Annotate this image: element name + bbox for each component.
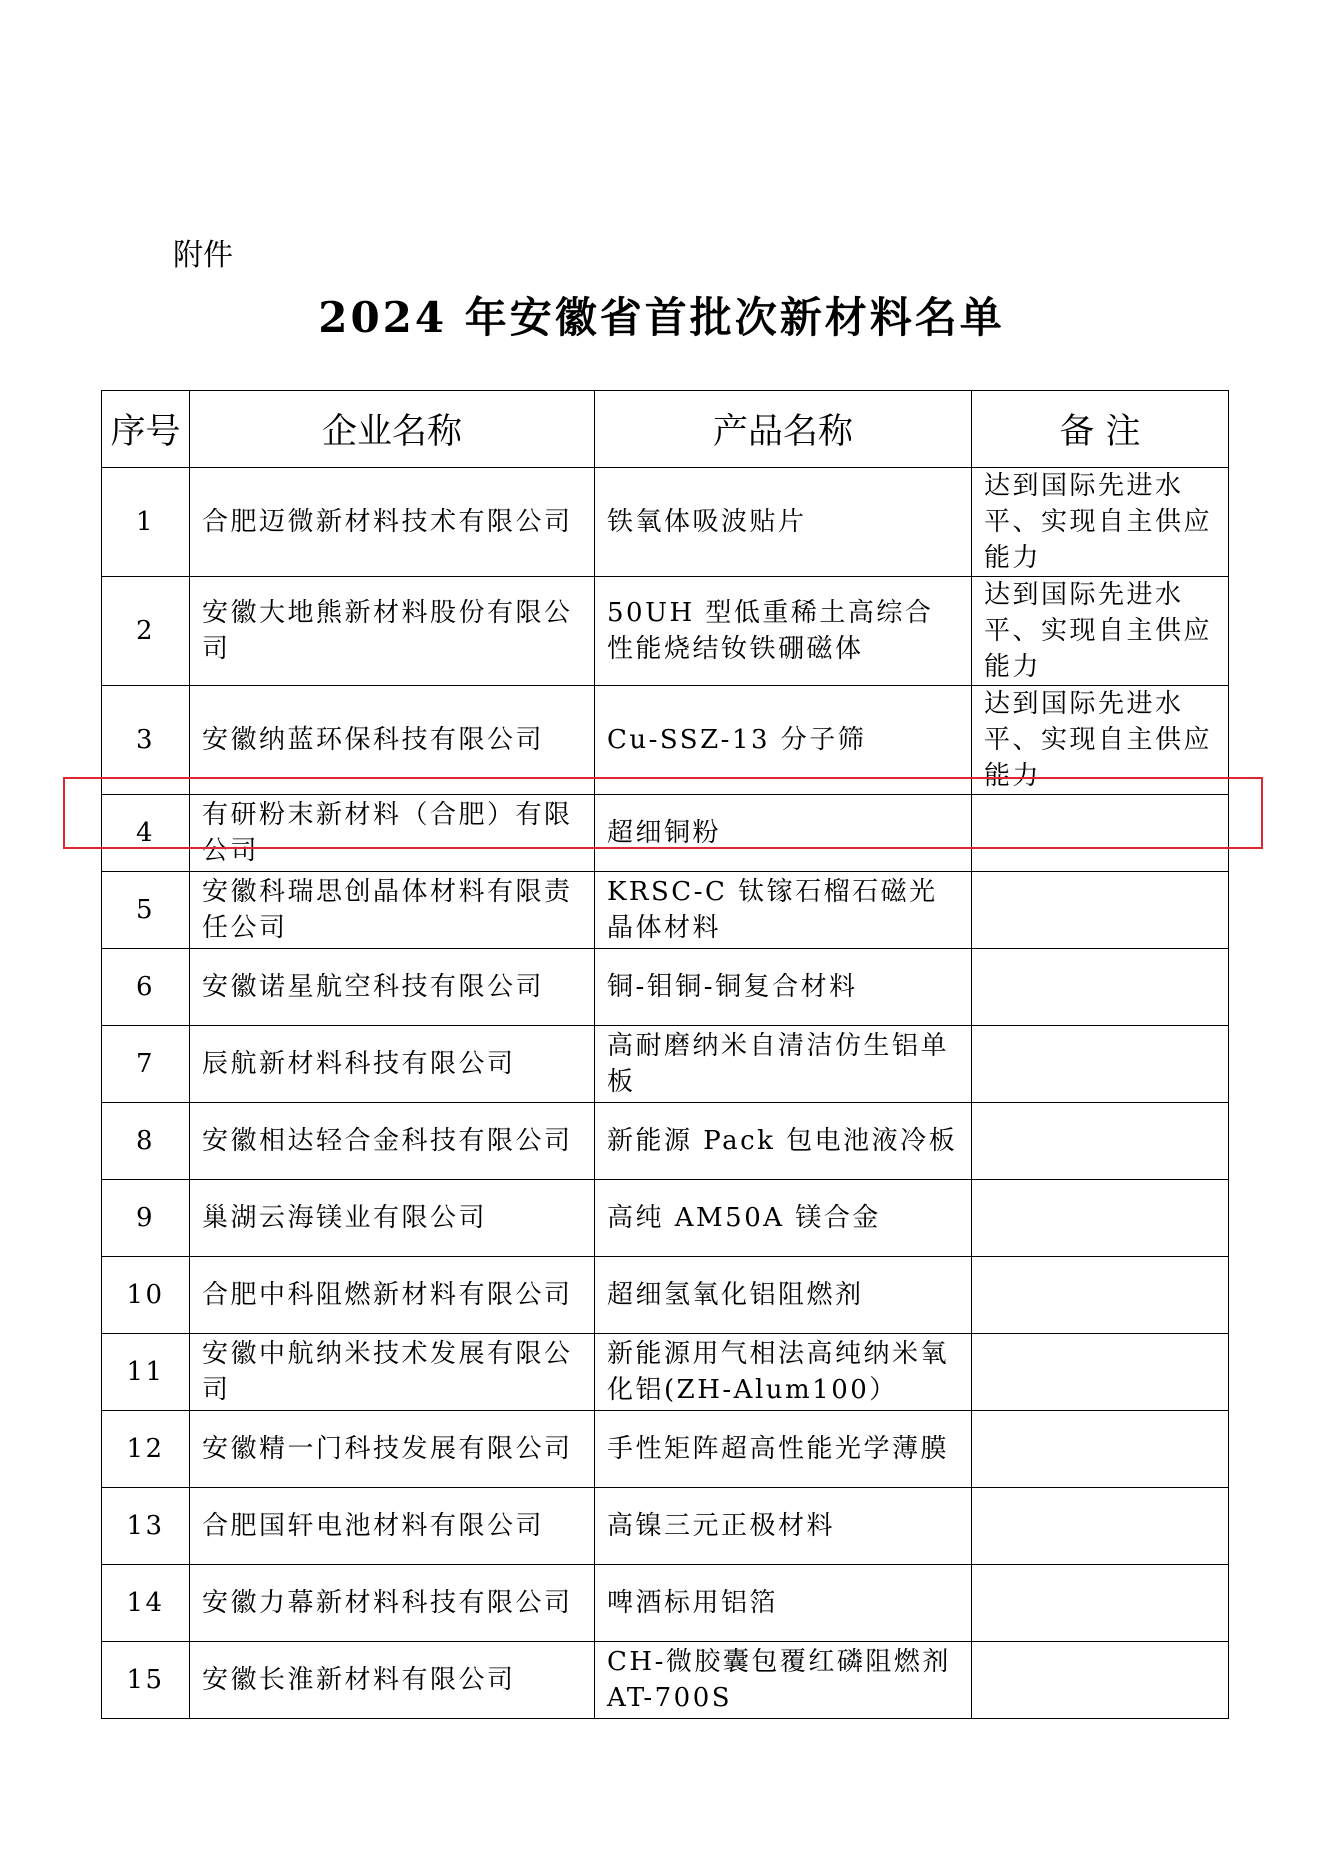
table-row (102, 1103, 1229, 1180)
cell-company: 合肥迈微新材料技术有限公司 (190, 468, 595, 577)
cell-company: 合肥国轩电池材料有限公司 (190, 1488, 595, 1565)
table-row (102, 949, 1229, 1026)
cell-product: 啤酒标用铝箔 (595, 1565, 972, 1642)
cell-product: 手性矩阵超高性能光学薄膜 (595, 1411, 972, 1488)
cell-company: 巢湖云海镁业有限公司 (190, 1180, 595, 1257)
cell-note (972, 1026, 1229, 1103)
table-header-row (102, 391, 1229, 468)
cell-product: 超细铜粉 (595, 795, 972, 872)
table-row (102, 468, 1229, 577)
cell-serial: 1 (102, 468, 190, 577)
document-title: 2024 年安徽省首批次新材料名单 (318, 293, 1005, 342)
cell-product: 50UH 型低重稀土高综合性能烧结钕铁硼磁体 (595, 577, 972, 686)
cell-serial: 13 (102, 1488, 190, 1565)
cell-company: 辰航新材料科技有限公司 (190, 1026, 595, 1103)
header-company: 企业名称 (190, 391, 595, 468)
cell-product: 高镍三元正极材料 (595, 1488, 972, 1565)
cell-note (972, 872, 1229, 949)
cell-note (972, 1642, 1229, 1719)
cell-product: 高纯 AM50A 镁合金 (595, 1180, 972, 1257)
cell-note (972, 1103, 1229, 1180)
cell-note (972, 1334, 1229, 1411)
cell-company: 安徽诺星航空科技有限公司 (190, 949, 595, 1026)
cell-company: 安徽精一门科技发展有限公司 (190, 1411, 595, 1488)
cell-company: 安徽大地熊新材料股份有限公司 (190, 577, 595, 686)
cell-serial: 14 (102, 1565, 190, 1642)
cell-company: 安徽中航纳米技术发展有限公司 (190, 1334, 595, 1411)
table-row (102, 577, 1229, 686)
materials-table (101, 390, 1229, 1719)
table-row (102, 1411, 1229, 1488)
header-note: 备 注 (972, 391, 1229, 468)
cell-note (972, 1257, 1229, 1334)
cell-note (972, 949, 1229, 1026)
table-row (102, 1565, 1229, 1642)
cell-serial: 5 (102, 872, 190, 949)
cell-note (972, 1488, 1229, 1565)
cell-company: 安徽相达轻合金科技有限公司 (190, 1103, 595, 1180)
cell-note (972, 1180, 1229, 1257)
attachment-label: 附件 (173, 238, 233, 273)
cell-product: 高耐磨纳米自清洁仿生铝单板 (595, 1026, 972, 1103)
cell-company: 有研粉末新材料（合肥）有限公司 (190, 795, 595, 872)
cell-product: CH-微胶囊包覆红磷阻燃剂 AT-700S (595, 1642, 972, 1719)
header-product: 产品名称 (595, 391, 972, 468)
cell-serial: 3 (102, 686, 190, 795)
table-row (102, 1334, 1229, 1411)
cell-company: 安徽科瑞思创晶体材料有限责任公司 (190, 872, 595, 949)
cell-product: KRSC-C 钛镓石榴石磁光晶体材料 (595, 872, 972, 949)
cell-company: 安徽力幕新材料科技有限公司 (190, 1565, 595, 1642)
header-serial: 序号 (102, 391, 190, 468)
cell-company: 合肥中科阻燃新材料有限公司 (190, 1257, 595, 1334)
table-row (102, 1026, 1229, 1103)
cell-serial: 11 (102, 1334, 190, 1411)
table-row (102, 1257, 1229, 1334)
cell-product: 铜-钼铜-铜复合材料 (595, 949, 972, 1026)
cell-company: 安徽纳蓝环保科技有限公司 (190, 686, 595, 795)
table-row (102, 872, 1229, 949)
cell-serial: 10 (102, 1257, 190, 1334)
cell-serial: 15 (102, 1642, 190, 1719)
cell-serial: 8 (102, 1103, 190, 1180)
cell-product: 铁氧体吸波贴片 (595, 468, 972, 577)
cell-serial: 4 (102, 795, 190, 872)
cell-product: 新能源用气相法高纯纳米氧化铝(ZH-Alum100） (595, 1334, 972, 1411)
cell-company: 安徽长淮新材料有限公司 (190, 1642, 595, 1719)
cell-serial: 6 (102, 949, 190, 1026)
cell-note: 达到国际先进水平、实现自主供应能力 (972, 577, 1229, 686)
cell-serial: 2 (102, 577, 190, 686)
table-row (102, 686, 1229, 795)
cell-note (972, 795, 1229, 872)
cell-product: 新能源 Pack 包电池液冷板 (595, 1103, 972, 1180)
cell-serial: 9 (102, 1180, 190, 1257)
table-row (102, 1642, 1229, 1719)
table-row (102, 1488, 1229, 1565)
cell-serial: 7 (102, 1026, 190, 1103)
cell-product: 超细氢氧化铝阻燃剂 (595, 1257, 972, 1334)
cell-serial: 12 (102, 1411, 190, 1488)
table-row (102, 795, 1229, 872)
cell-note: 达到国际先进水平、实现自主供应能力 (972, 686, 1229, 795)
cell-note (972, 1411, 1229, 1488)
cell-note (972, 1565, 1229, 1642)
table-row (102, 1180, 1229, 1257)
cell-product: Cu-SSZ-13 分子筛 (595, 686, 972, 795)
cell-note: 达到国际先进水平、实现自主供应能力 (972, 468, 1229, 577)
